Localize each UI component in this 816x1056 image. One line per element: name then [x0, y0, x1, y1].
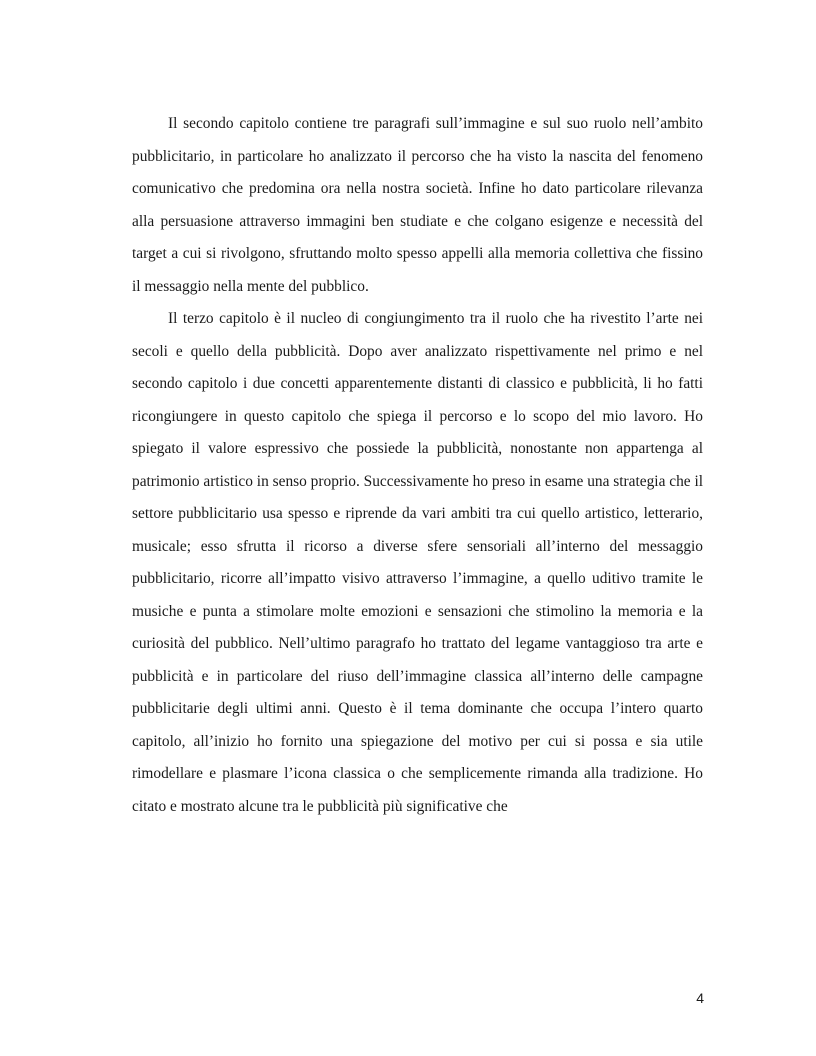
body-text — [132, 108, 703, 823]
paragraph-2: Il terzo capitolo è il nucleo di congiungimento tra il ruolo che ha rivestito l’arte nei secoli e quello della pubblicità. Dopo aver analizzato rispettivamente nel primo e nel secondo capitolo i due concetti apparentemente distanti di classico e pubblicità, li ho fatti ricongiungere in questo capitolo che spiega il percorso e lo scopo del mio lavoro. Ho spiegato il valore espressivo che possiede la pubblicità, nonostante non appartenga al patrimonio artistico in senso proprio. Successivamente ho preso in esame una strategia che il settore pubblicitario usa spesso e riprende da vari ambiti tra cui quello artistico, letterario, musicale; esso sfrutta il ricorso a diverse sfere sensoriali all’interno del messaggio pubblicitario, ricorre all’impatto visivo attraverso l’immagine, a quello uditivo tramite le musiche e punta a stimolare molte emozioni e sensazioni che stimolino la memoria e la curiosità del pubblico. Nell’ultimo paragrafo ho trattato del legame vantaggioso tra arte e pubblicità e in particolare del riuso dell’immagine classica all’interno delle campagne pubblicitarie degli ultimi anni. Questo è il tema dominante che occupa l’intero quarto capitolo, all’inizio ho fornito una spiegazione del motivo per cui si possa e sia utile rimodellare e plasmare l’icona classica o che semplicemente rimanda alla tradizione. Ho citato e mostrato alcune tra le pubblicità più significative che — [132, 310, 704, 815]
page-number: 4 — [696, 990, 704, 1006]
paragraph-1: Il secondo capitolo contiene tre paragrafi sull’immagine e sul suo ruolo nell’ambito pubblicitario, in particolare ho analizzato il percorso che ha visto la nascita del fenomeno comunicativo che predomina ora nella nostra società. Infine ho dato particolare rilevanza alla persuasione attraverso immagini ben studiate e che colgano esigenze e necessità del target a cui si rivolgono, sfruttando molto spesso appelli alla memoria collettiva che fissino il messaggio nella mente del pubblico. — [132, 115, 703, 295]
